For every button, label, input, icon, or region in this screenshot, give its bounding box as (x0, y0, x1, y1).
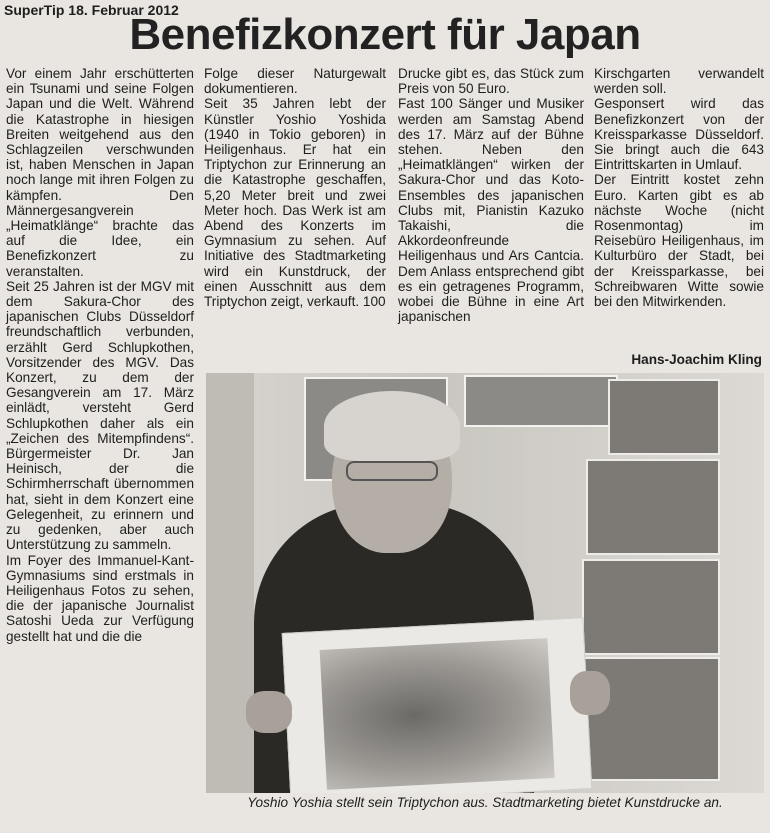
author-byline: Hans-Joachim Kling (631, 352, 762, 367)
paragraph: Der Eintritt kostet zehn Euro. Karten gibt es ab nächste Woche (nicht Rosenmontag) im Reisebüro Heiligenhaus, im Kulturbüro der Stadt, bei der Kreissparkasse, bei Schreibwaren Witte sowie bei den Mitwirkenden. (594, 172, 764, 310)
photo-triptych-artwork (320, 638, 555, 790)
photo-hand-left (246, 691, 292, 733)
masthead: SuperTip 18. Februar 2012 (4, 2, 179, 18)
paragraph: Drucke gibt es, das Stück zum Preis von 50 Euro. (398, 66, 584, 97)
paragraph: Vor einem Jahr erschütterten ein Tsunami und seine Folgen Japan und die Welt. Während die Katastrophe in hiesigen Breiten weitgehend aus den Schlagzeilen verschwunden ist, haben Menschen in Japan noch lange mit ihren Folgen zu kämpfen. Den Männergesangverein „Heimatklänge“ brachte das auf die Idee, ein Benefizkonzert zu veranstalten. (6, 66, 194, 279)
paragraph: Im Foyer des Immanuel-Kant-Gymnasiums sind erstmals in Heiligenhaus Fotos zu sehen, die der japanische Journalist Satoshi Ueda zur Verfügung gestellt hat und die die (6, 552, 194, 644)
article-photo (206, 373, 764, 793)
paragraph: Kirschgarten verwandelt werden soll. (594, 66, 764, 97)
article-column-1 (6, 66, 194, 644)
article-column-2 (204, 66, 386, 309)
photo-collage-image (582, 559, 720, 655)
photo-triptych-print (282, 617, 593, 793)
paragraph: Fast 100 Sänger und Musiker werden am Samstag Abend des 17. März auf der Bühne stehen. Neben den „Heimatklängen“ wirken der Sakura-Chor und das Koto-Ensembles des japanischen Clubs mit, Pianistin Kazuko Takaishi, die Akkordeonfreunde Heiligenhaus und Ars Cantcia. Dem Anlass entsprechend gibt es ein getragenes Programm, wobei die Bühne in eine Art japanischen (398, 96, 584, 325)
headline: Benefizkonzert für Japan (129, 10, 641, 59)
photo-collage-image (586, 459, 720, 555)
photo-collage-image (608, 379, 720, 455)
article-column-4 (594, 66, 764, 309)
photo-background-print (464, 375, 618, 427)
photo-hand-right (570, 671, 610, 715)
paragraph: Seit 25 Jahren ist der MGV mit dem Sakura-Chor des japanischen Clubs Düsseldorf freundschaftlich verbunden, erzählt Gerd Schlupkothen, Vorsitzender des MGV. Das Konzert, zu dem der Gesangverein am 17. März einlädt, versteht Gerd Schlupkothen daher als ein „Zeichen des Mitempfindens“. Bürgermeister Dr. Jan Heinisch, der die Schirmherrschaft übernommen hat, sieht in dem Konzert eine Gelegenheit, zu erinnern und zu gedenken, aber auch Unterstützung zu sammeln. (6, 278, 194, 553)
photo-man-hair (324, 391, 460, 461)
paragraph: Seit 35 Jahren lebt der Künstler Yoshio Yoshida (1940 in Tokio geboren) in Heiligenhaus. Er hat ein Triptychon zur Erinnerung an die Katastrophe geschaffen, 5,20 Meter breit und zwei Meter hoch. Das Werk ist am Abend des Konzerts im Gymnasium zu sehen. Auf Initiative des Stadtmarketing wird ein Kunstdruck, der einen Ausschnitt aus dem Triptychon zeigt, verkauft. 100 (204, 96, 386, 310)
paragraph: Folge dieser Naturgewalt dokumentieren. (204, 66, 386, 97)
photo-glasses (346, 461, 438, 481)
article-column-3 (398, 66, 584, 324)
paragraph: Gesponsert wird das Benefizkonzert von der Kreissparkasse Düsseldorf. Sie bringt auch die 643 Eintrittskarten in Umlauf. (594, 96, 764, 173)
photo-caption: Yoshio Yoshia stellt sein Triptychon aus. Stadtmarketing bietet Kunstdrucke an. (247, 795, 723, 810)
photo-wall-shadow (206, 373, 254, 793)
